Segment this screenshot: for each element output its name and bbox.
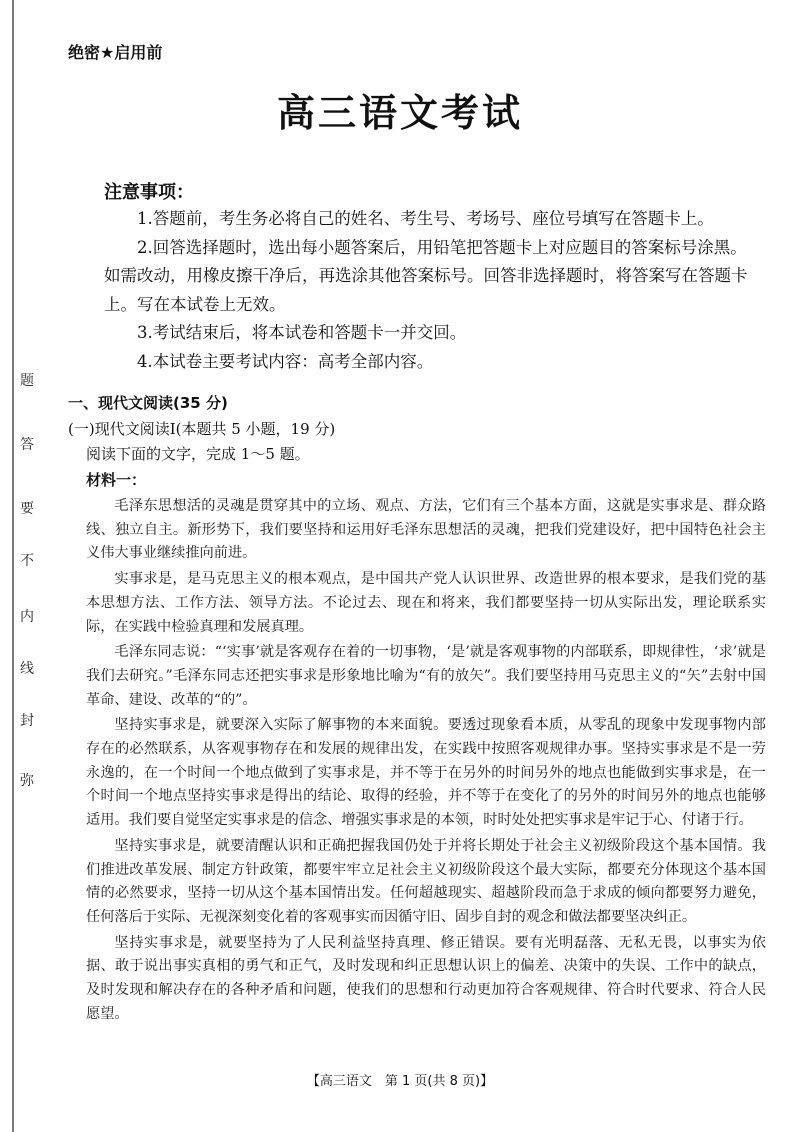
page-footer: 【高三语文 第 1 页(共 8 页)】 xyxy=(306,1074,494,1089)
margin-char: 内 xyxy=(20,609,34,625)
body-paragraph: 坚持实事求是，就要坚持为了人民利益坚持真理、修正错误。要有光明磊落、无私无畏，以事实为依据、敢于说出事实真相的勇气和正气，及时发现和纠正思想认识上的偏差、决策中的失误、工作中的缺点，及时发现和解决存在的各种矛盾和问题，使我们的思想和行动更加符合客观规律、符合时代要求、符合人民愿望。 xyxy=(86,934,766,1022)
notice-item: 2.回答选择题时，选出每小题答案后，用铅笔把答题卡上对应题目的答案标号涂黑。如需改动，用橡皮擦干净后，再选涂其他答案标号。回答非选择题时，将答案写在答题卡上。写在本试卷上无效。 xyxy=(104,237,748,314)
notice-list xyxy=(104,205,754,377)
material-body xyxy=(86,495,766,1028)
margin-char: 不 xyxy=(20,553,34,569)
body-paragraph: 毛泽东同志说：“‘实事’就是客观存在着的一切事物，‘是’就是客观事物的内部联系，即规律性，‘求’就是我们去研究。”毛泽东同志还把实事求是形象地比喻为“有的放矢”。我们要坚持用马克思主义的“矢”去射中国革命、建设、改革的“的”。 xyxy=(86,644,766,708)
body-paragraph: 实事求是，是马克思主义的根本观点，是中国共产党人认识世界、改造世界的根本要求，是我们党的基本思想方法、工作方法、领导方法。不论过去、现在和将来，我们都要坚持一切从实际出发，理论联系实际，在实践中检验真理和发展真理。 xyxy=(86,571,766,635)
body-paragraph: 坚持实事求是，就要清醒认识和正确把握我国仍处于并将长期处于社会主义初级阶段这个基本国情。我们推进改革发展、制定方针政策，都要牢牢立足社会主义初级阶段这个最大实际，都要充分体现这个基本国情的必然要求，坚持一切从这个基本国情出发。任何超越现实、超越阶段而急于求成的倾向都要努力避免，任何落后于实际、无视深刻变化着的客观事实而因循守旧、固步自封的观念和做法都要坚决纠正。 xyxy=(86,837,766,925)
notice-item: 3.考试结束后，将本试卷和答题卡一并交回。 xyxy=(137,323,467,343)
confidential-label: 绝密★启用前 xyxy=(68,43,163,62)
material-label: 材料一： xyxy=(86,471,147,489)
notice-item: 1.答题前，考生务必将自己的姓名、考生号、考场号、座位号填写在答题卡上。 xyxy=(137,209,714,228)
notice-heading: 注意事项： xyxy=(104,182,194,203)
reading-instruction: 阅读下面的文字，完成 1～5 题。 xyxy=(86,445,310,463)
body-paragraph: 坚持实事求是，就要深入实际了解事物的本来面貌。要透过现象看本质，从零乱的现象中发现事物内部存在的必然联系，从客观事物存在和发展的规律出发，在实践中按照客观规律办事。坚持实事求是不是一劳永逸的，在一个时间一个地点做到了实事求是，并不等于在另外的时间另外的地点也能做到实事求是，在一个时间一个地点坚持实事求是得出的结论、取得的经验，并不等于在变化了的另外的时间另外的地点也能够适用。我们要自觉坚定实事求是的信念、增强实事求是的本领，时时处处把实事求是牢记于心、付诸于行。 xyxy=(86,717,766,829)
binding-margin-note xyxy=(16,370,38,840)
page-title: 高三语文考试 xyxy=(276,91,523,135)
binding-margin-line xyxy=(12,0,14,1132)
margin-char: 线 xyxy=(20,661,34,677)
margin-char: 弥 xyxy=(20,773,34,789)
subsection-heading: (一)现代文阅读Ⅰ(本题共 5 小题，19 分) xyxy=(68,420,336,438)
margin-char: 题 xyxy=(20,373,34,389)
margin-char: 要 xyxy=(20,501,34,517)
margin-char: 封 xyxy=(20,713,34,729)
section-heading: 一、现代文阅读(35 分) xyxy=(68,394,228,412)
notice-item: 4.本试卷主要考试内容：高考全部内容。 xyxy=(137,351,434,371)
body-paragraph: 毛泽东思想活的灵魂是贯穿其中的立场、观点、方法，它们有三个基本方面，这就是实事求是、群众路线、独立自主。新形势下，我们要坚持和运用好毛泽东思想活的灵魂，把我们党建设好，把中国特色社会主义伟大事业继续推向前进。 xyxy=(86,498,766,562)
margin-char: 答 xyxy=(20,437,34,453)
